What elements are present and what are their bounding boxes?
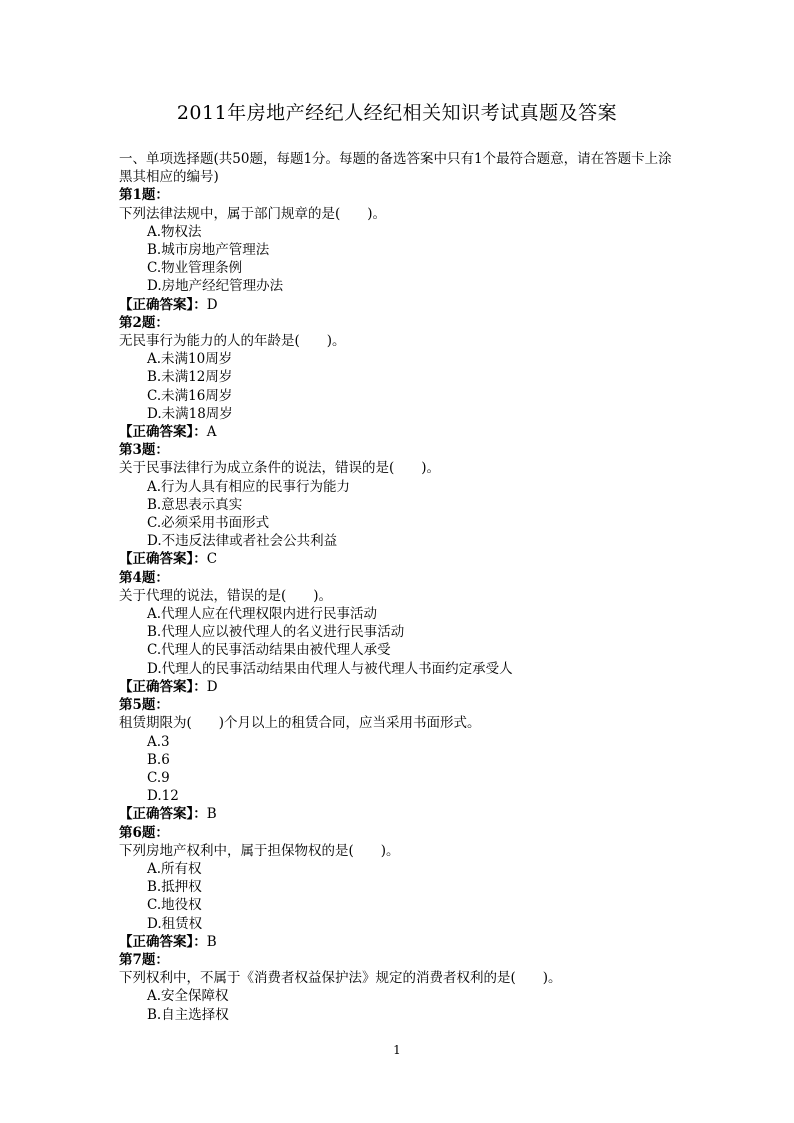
- option: B.自主选择权: [147, 1006, 229, 1023]
- answer-line: [119, 678, 679, 696]
- question-number: 第3题：: [119, 442, 169, 459]
- section-intro: 一、单项选择题(共50题，每题1分。每题的备选答案中只有1个最符合题意，请在答题卡上涂黑其相应的编号): [119, 151, 672, 186]
- question-block: [119, 314, 679, 441]
- option: D.租赁权: [147, 915, 203, 932]
- question-block: [119, 569, 679, 696]
- question-number: 第7题：: [119, 951, 169, 968]
- question-text: 租赁期限为( )个月以上的租赁合同，应当采用书面形式。: [119, 715, 481, 732]
- option: C.地役权: [147, 897, 202, 914]
- question-text: 关于民事法律行为成立条件的说法，错误的是( )。: [119, 460, 441, 477]
- option: A.3: [147, 733, 170, 750]
- option: D.不违反法律或者社会公共利益: [147, 533, 338, 550]
- answer-value: D: [206, 678, 218, 695]
- question-number: 第1题：: [119, 187, 169, 204]
- answer-value: B: [206, 933, 217, 950]
- question-number: 第2题：: [119, 314, 169, 331]
- option: B.抵押权: [147, 879, 202, 896]
- question-text: 关于代理的说法，错误的是( )。: [119, 587, 333, 604]
- option: C.9: [147, 769, 170, 786]
- answer-label: 【正确答案】：: [119, 806, 207, 823]
- answer-label: 【正确答案】：: [119, 424, 207, 441]
- question-number: 第4题：: [119, 569, 169, 586]
- option: A.代理人应在代理权限内进行民事活动: [147, 606, 378, 623]
- question-block: [119, 824, 679, 951]
- question-number: 第6题：: [119, 824, 169, 841]
- option: B.代理人应以被代理人的名义进行民事活动: [147, 624, 405, 641]
- answer-value: D: [206, 296, 218, 313]
- option: B.6: [147, 751, 170, 768]
- option: D.12: [147, 788, 179, 805]
- option: C.必须采用书面形式: [147, 515, 270, 532]
- answer-line: [119, 296, 679, 314]
- answer-label: 【正确答案】：: [119, 296, 207, 313]
- question-text: 下列权利中，不属于《消费者权益保护法》规定的消费者权利的是( )。: [119, 970, 562, 987]
- question-list: [119, 150, 679, 1024]
- option: A.所有权: [147, 860, 202, 877]
- question-number: 第5题：: [119, 697, 169, 714]
- option: C.未满16周岁: [147, 387, 233, 404]
- option: A.行为人具有相应的民事行为能力: [147, 478, 351, 495]
- option: D.未满18周岁: [147, 405, 233, 422]
- answer-line: [119, 933, 679, 951]
- answer-label: 【正确答案】：: [119, 933, 207, 950]
- option: A.未满10周岁: [147, 351, 233, 368]
- option: C.物业管理条例: [147, 260, 243, 277]
- question-block: [119, 186, 679, 313]
- answer-line: [119, 805, 679, 823]
- option: B.城市房地产管理法: [147, 242, 270, 259]
- question-block: [119, 951, 679, 1024]
- question-text: 无民事行为能力的人的年龄是( )。: [119, 333, 346, 350]
- answer-value: A: [206, 424, 217, 441]
- option: A.物权法: [147, 223, 202, 240]
- question-text: 下列法律法规中，属于部门规章的是( )。: [119, 205, 387, 222]
- answer-label: 【正确答案】：: [119, 551, 207, 568]
- option: B.未满12周岁: [147, 369, 233, 386]
- option: A.安全保障权: [147, 988, 229, 1005]
- question-block: [119, 696, 679, 823]
- option: D.代理人的民事活动结果由代理人与被代理人书面约定承受人: [147, 660, 513, 677]
- answer-value: B: [206, 806, 217, 823]
- option: C.代理人的民事活动结果由被代理人承受: [147, 642, 391, 659]
- answer-line: [119, 423, 679, 441]
- question-text: 下列房地产权利中，属于担保物权的是( )。: [119, 842, 400, 859]
- answer-label: 【正确答案】：: [119, 678, 207, 695]
- document-title: 2011年房地产经纪人经纪相关知识考试真题及答案: [176, 102, 618, 124]
- page-number: 1: [393, 1043, 401, 1057]
- answer-value: C: [206, 551, 218, 568]
- option: B.意思表示真实: [147, 496, 243, 513]
- question-block: [119, 441, 679, 568]
- option: D.房地产经纪管理办法: [147, 278, 284, 295]
- answer-line: [119, 550, 679, 568]
